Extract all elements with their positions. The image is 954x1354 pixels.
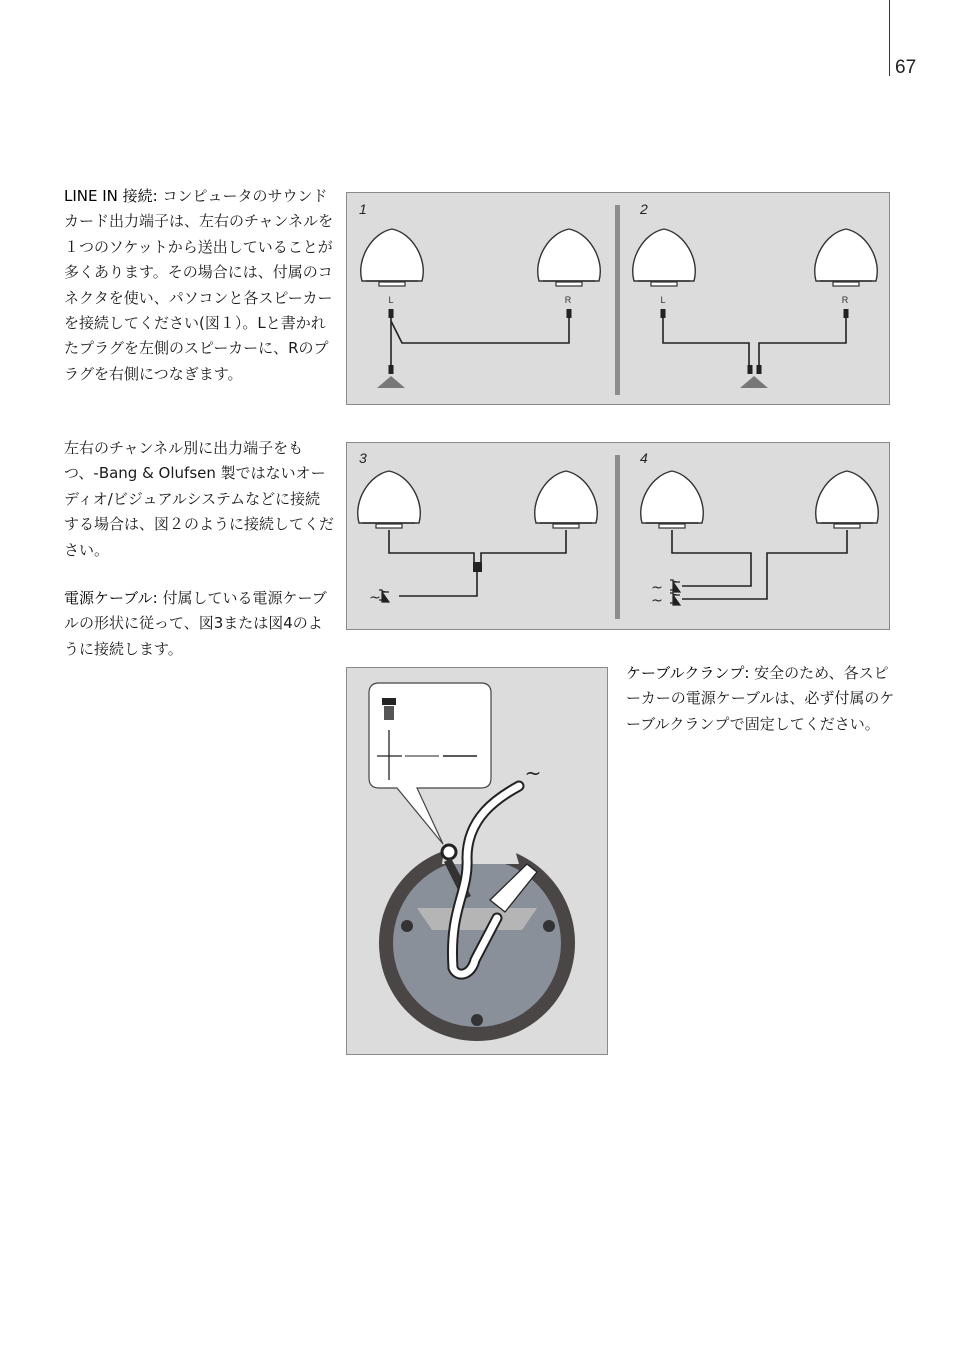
separate-channel-paragraph	[64, 436, 334, 563]
mains-symbol: ~	[369, 590, 381, 606]
line-in-heading: LINE IN 接続:	[64, 187, 158, 205]
mains-plug-1-icon	[670, 580, 680, 592]
cable-right	[759, 318, 846, 366]
cable-left	[663, 318, 749, 366]
base-plate	[417, 908, 537, 930]
connection-diagram-1-2	[347, 193, 891, 406]
mains-symbol: ~	[524, 761, 542, 785]
clamp-detail-ribs	[384, 706, 394, 720]
plug-left-icon	[661, 309, 666, 318]
speaker-left-icon	[633, 229, 696, 286]
speaker-left-icon	[641, 471, 704, 528]
label-left: L	[660, 295, 666, 305]
power-cable-left	[389, 530, 474, 563]
cable-clamp-heading: ケーブルクランプ:	[626, 664, 750, 682]
divider-bar	[615, 455, 620, 619]
mains-cable	[399, 572, 477, 596]
cable-joint-icon	[473, 562, 482, 572]
plug-source-left-icon	[748, 365, 753, 374]
label-right: R	[841, 295, 849, 305]
figure-number-2: 2	[640, 201, 648, 217]
cable-clamp-icon	[442, 845, 456, 859]
source-jack-icon	[377, 376, 405, 388]
mains-symbol-2: ~	[651, 593, 663, 609]
speaker-right-icon	[815, 229, 878, 286]
figure-number-3: 3	[359, 450, 367, 466]
page-number: 67	[895, 57, 917, 78]
speaker-right-icon	[535, 471, 598, 528]
speaker-right-icon	[538, 229, 601, 286]
plug-right-icon	[844, 309, 849, 318]
mains-plug-2-icon	[670, 593, 680, 605]
cable-right	[391, 318, 569, 343]
label-left: L	[388, 295, 394, 305]
clamp-detail-icon	[382, 698, 396, 705]
screw-hole-right-icon	[543, 920, 555, 932]
speaker-base-inner	[393, 859, 561, 1027]
screw-hole-bottom-icon	[471, 1014, 483, 1026]
plug-source-icon	[389, 365, 394, 374]
power-cable-right	[481, 530, 566, 563]
label-right: R	[564, 295, 572, 305]
line-in-paragraph	[64, 184, 334, 387]
speaker-left-icon	[361, 229, 424, 286]
power-diagram-3-4	[347, 443, 891, 631]
power-cable-right	[682, 530, 847, 599]
figure-panel-3-4	[346, 442, 890, 630]
plug-left-icon	[389, 309, 394, 318]
figure-panel-1-2	[346, 192, 890, 405]
screw-hole-left-icon	[401, 920, 413, 932]
figure-number-1: 1	[359, 201, 367, 217]
figure-number-4: 4	[640, 450, 648, 466]
mains-symbol-1: ~	[651, 580, 663, 596]
plug-right-icon	[567, 309, 572, 318]
speaker-right-icon	[816, 471, 879, 528]
plug-source-right-icon	[757, 365, 762, 374]
power-cable-heading: 電源ケーブル:	[64, 589, 158, 607]
figure-panel-cable-clamp	[346, 667, 608, 1055]
source-jack-icon	[740, 376, 768, 388]
power-cable-body: 付属している電源ケーブルの形状に従って、図3または図4のように接続します。	[64, 589, 327, 658]
power-cable-paragraph	[64, 586, 334, 662]
page-rule	[889, 0, 890, 76]
cable-clamp-body: 安全のため、各スピーカーの電源ケーブルは、必ず付属のケーブルクランプで固定してください。	[626, 664, 895, 733]
line-in-body: コンピュータのサウンドカード出力端子は、左右のチャンネルを１つのソケットから送出していることが多くあります。その場合には、付属のコネクタを使い、パソコンと各スピーカーを接続してください(図１）。Lと書かれたプラグを左側のスピーカーに、Rのプラグを右側につなぎます。	[64, 187, 334, 383]
cable-clamp-illustration	[347, 668, 609, 1056]
speaker-left-icon	[358, 471, 421, 528]
divider-bar	[615, 205, 620, 395]
separate-channel-body: 左右のチャンネル別に出力端子をもつ、-Bang & Olufsen 製ではないオーディオ/ビジュアルシステムなどに接続する場合は、図２のように接続してください。	[64, 439, 335, 559]
power-cable-left	[672, 530, 751, 586]
cable-clamp-paragraph	[626, 661, 898, 737]
